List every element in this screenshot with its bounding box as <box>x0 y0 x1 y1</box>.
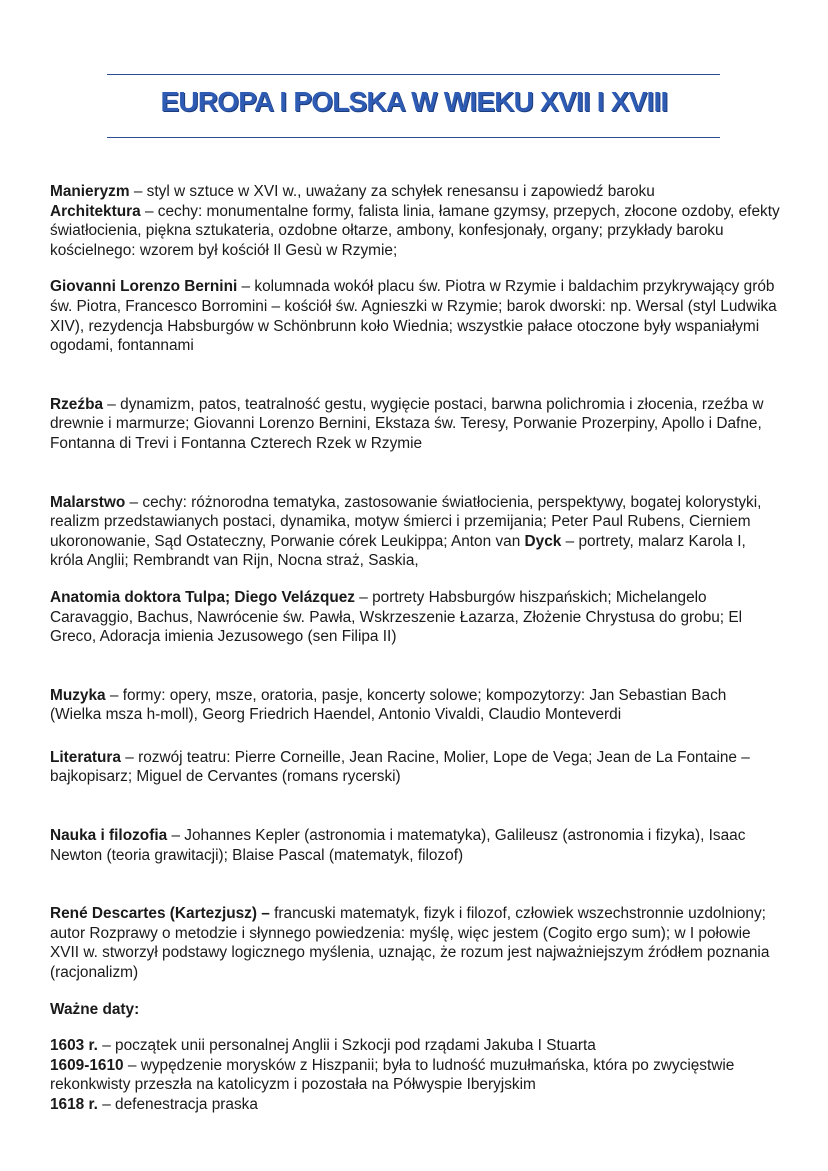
paragraph-muzyka <box>50 686 780 725</box>
dates-heading: Ważne daty: <box>50 1000 140 1018</box>
spacer <box>50 571 780 588</box>
term-nauka: Nauka i filozofia <box>50 827 168 845</box>
text-architektura: – cechy: monumentalne formy, falista linia, łamane gzymsy, przepych, złocone ozdoby, efekty światłocienia, piękna sztukateria, ozdobne ołtarze, ambony, konfesjonały, organy; przykłady baroku kościelnego: wzorem był kościół Il Gesù w Rzymie; <box>50 202 780 259</box>
term-anatomia: Anatomia doktora Tulpa; Diego Velázquez <box>50 588 356 606</box>
date-text: – początek unii personalnej Anglii i Szkocji pod rządami Jakuba I Stuarta <box>97 1037 596 1055</box>
date-label: 1603 r. <box>50 1037 98 1055</box>
text-descartes: francuski matematyk, fizyk i filozof, człowiek wszechstronnie uzdolniony; autor Rozprawy o metodzie i słynnego powiedzenia: myślę, więc jestem (Cogito ergo sum); w I połowie XVII w. stworzył podstawy logicznego myślenia, uznając, że rozum jest najważniejszym źródłem poznania (racjonalizm) <box>50 905 770 982</box>
text-dyck: – portrety, malarz Karola I, króla Anglii; Rembrandt van Rijn, Nocna straż, Saskia, <box>50 532 746 570</box>
date-text: – defenestracja praska <box>97 1096 258 1113</box>
spacer <box>50 865 780 904</box>
date-label: 1609-1610 <box>50 1056 124 1074</box>
term-muzyka: Muzyka <box>50 686 106 704</box>
paragraph-malarstwo <box>50 493 780 571</box>
term-architektura: Architektura <box>50 202 141 220</box>
term-literatura: Literatura <box>50 748 121 766</box>
paragraph-architektura <box>50 202 780 261</box>
text-bernini: – kolumnada wokół placu św. Piotra w Rzymie i baldachim przykrywający grób św. Piotra, Francesco Borromini – kościół św. Agnieszki w Rzymie; barok dworski: np. Wersal (styl Ludwika XIV), rezydencja Habsburgów w Schönbrunn koło Wiednia; wszystkie pałace otoczone były wspaniałymi ogodami, fontannami <box>50 278 777 355</box>
paragraph-nauka <box>50 826 780 865</box>
paragraph-literatura <box>50 748 780 787</box>
text-manieryzm: – styl w sztuce w XVI w., uważany za schyłek renesansu i zapowiedź baroku <box>129 183 655 200</box>
text-malarstwo: – cechy: różnorodna tematyka, zastosowanie światłocienia, perspektywy, bogatej kolorystyki, realizm przedstawianych postaci, dynamika, motyw śmierci i przemijania; Peter Paul Rubens, Cierniem ukoronowanie, Sąd Ostateczny, Porwanie córek Leukippa; Anton van <box>50 493 762 550</box>
paragraph-manieryzm <box>50 182 780 202</box>
term-malarstwo: Malarstwo <box>50 493 126 511</box>
paragraph-anatomia <box>50 588 780 647</box>
date-label: 1618 r. <box>50 1096 98 1113</box>
title-rule-top <box>107 74 720 75</box>
spacer <box>50 647 780 686</box>
spacer <box>50 787 780 826</box>
term-dyck: Dyck <box>524 532 562 550</box>
spacer <box>50 260 780 277</box>
spacer <box>50 725 780 748</box>
text-anatomia: – portrety Habsburgów hiszpańskich; Michelangelo Caravaggio, Bachus, Nawrócenie św. Pawła, Wskrzeszenie Łazarza, Złożenie Chrystusa do grobu; El Greco, Adoracja imienia Jezusowego (sen Filipa II) <box>50 588 743 646</box>
term-rzezba: Rzeźba <box>50 395 104 413</box>
text-muzyka: – formy: opery, msze, oratoria, pasje, koncerty solowe; kompozytorzy: Jan Sebastian Bach (Wielka msza h-moll), Georg Friedrich Haendel, Antonio Vivaldi, Claudio Monteverdi <box>50 686 727 724</box>
text-nauka: – Johannes Kepler (astronomia i matematyka), Galileusz (astronomia i fizyka), Isaac Newton (teoria grawitacji); Blaise Pascal (matematyk, filozof) <box>50 827 746 864</box>
spacer <box>50 983 780 1000</box>
spacer <box>50 356 780 395</box>
document-body <box>50 182 780 1115</box>
term-manieryzm: Manieryzm <box>50 183 130 200</box>
spacer <box>50 1019 780 1036</box>
spacer <box>50 454 780 493</box>
text-literatura: – rozwój teatru: Pierre Corneille, Jean Racine, Molier, Lope de Vega; Jean de La Fontaine – bajkopisarz; Miguel de Cervantes (romans rycerski) <box>50 748 750 786</box>
date-item <box>50 1095 780 1115</box>
paragraph-bernini <box>50 277 780 355</box>
term-bernini: Giovanni Lorenzo Bernini <box>50 278 238 296</box>
date-text: – wypędzenie morysków z Hiszpanii; była to ludność muzułmańska, która po zwycięstwie rekonkwisty przeszła na katolicyzm i pozostała na Półwyspie Iberyjskim <box>50 1056 735 1094</box>
paragraph-rzezba <box>50 395 780 454</box>
date-item <box>50 1056 780 1095</box>
paragraph-descartes <box>50 904 780 982</box>
text-rzezba: – dynamizm, patos, teatralność gestu, wygięcie postaci, barwna polichromia i złocenia, rzeźba w drewnie i marmurze; Giovanni Lorenzo Bernini, Ekstaza św. Teresy, Porwanie Prozerpiny, Apollo i Dafne, Fontanna di Trevi i Fontanna Czterech Rzek w Rzymie <box>50 395 764 452</box>
term-descartes: René Descartes (Kartezjusz) – <box>50 905 270 923</box>
title-rule-bottom <box>107 137 720 138</box>
date-item <box>50 1036 780 1056</box>
page-title: EUROPA I POLSKA W WIEKU XVII I XVIII <box>160 86 668 117</box>
